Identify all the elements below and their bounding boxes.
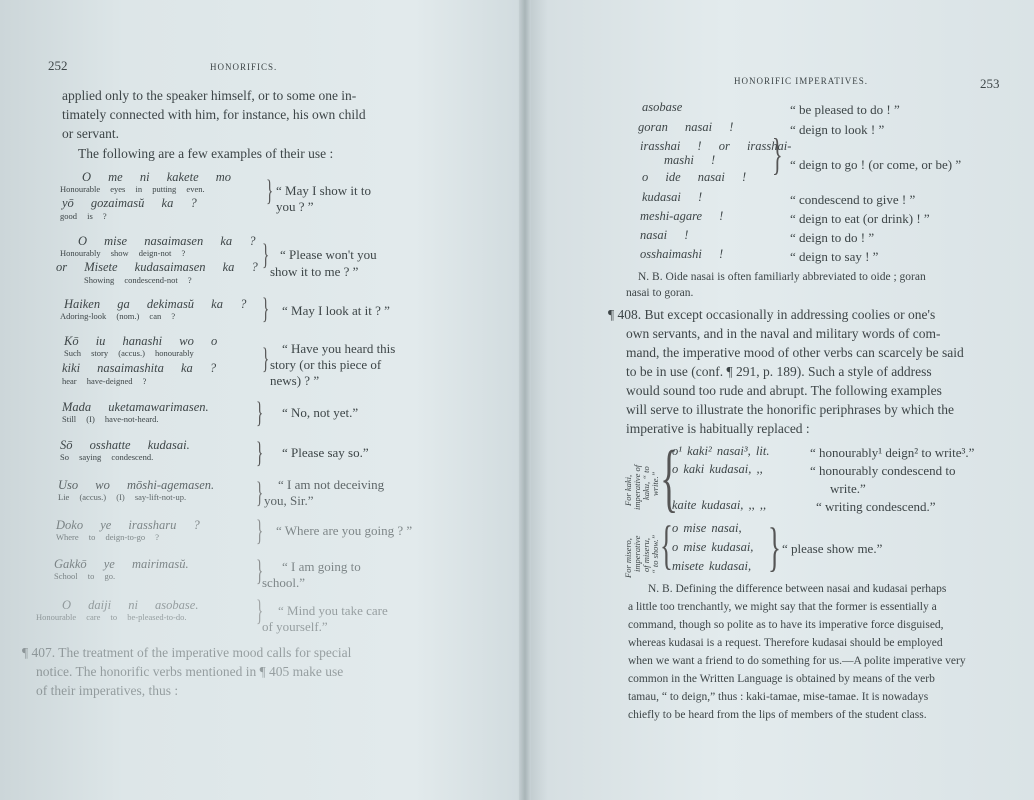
side-label: For misero, [623, 538, 633, 578]
example-jp: yō gozaimasŭ ka ? [62, 196, 197, 210]
side-label: imperative of [632, 464, 642, 510]
example-jp: o mise nasai, [672, 521, 742, 535]
example-gloss: Adoring-look (nom.) can ? [60, 311, 176, 321]
example-gloss: Still (I) have-not-heard. [62, 414, 159, 424]
example-jp: kiki nasaimashita ka ? [62, 361, 217, 375]
example-translation: school.” [262, 575, 305, 590]
example-jp: O mise nasaimasen ka ? [78, 234, 256, 248]
intro-line-1: applied only to the speaker himself, or to some one in- [62, 88, 357, 103]
example-gloss: hear have-deigned ? [62, 376, 147, 386]
brace: } [256, 396, 264, 429]
brace: } [256, 476, 264, 509]
imperative-en: “ deign to say ! ” [790, 249, 879, 264]
example-translation: “ honourably condescend to [810, 463, 956, 478]
example-jp: Mada uketamawarimasen. [62, 400, 209, 414]
intro-line-3: or servant. [62, 126, 119, 141]
example-translation: “ I am going to [282, 559, 361, 574]
imperative-jp: goran nasai ! [638, 120, 734, 134]
side-label: imperative [632, 535, 642, 572]
example-jp: o mise kudasai, [672, 540, 754, 554]
brace: } [256, 554, 264, 587]
example-translation: “ writing condescend.” [816, 499, 936, 514]
note-nb: common in the Written Language is obtained by means of the verb [628, 673, 935, 685]
paragraph-408: to be in use (conf. ¶ 291, p. 189). Such a style of address [626, 364, 932, 379]
example-jp: Uso wo mōshi-agemasen. [58, 478, 215, 492]
brace: { [660, 515, 673, 575]
note-nb: N. B. Oide nasai is often familiarly abbreviated to oide ; goran [638, 271, 926, 283]
imperative-jp: irasshai ! or irasshai- [640, 139, 792, 153]
paragraph-408: ¶ 408. But except occasionally in addressing coolies or one's [608, 307, 936, 322]
note-nb: chiefly to be heard from the lips of members of the student class. [628, 709, 927, 721]
example-translation: “ honourably¹ deign² to write³.” [810, 445, 975, 460]
imperative-jp: nasai ! [640, 228, 689, 242]
imperative-en: “ be pleased to do ! ” [790, 102, 900, 117]
example-translation: you, Sir.” [264, 493, 314, 508]
example-gloss: So saying condescend. [60, 452, 154, 462]
example-jp: misete kudasai, [672, 559, 752, 573]
side-label: For kaki, [623, 474, 633, 506]
example-gloss: Where to deign-to-go ? [56, 532, 160, 542]
imperative-en: “ deign to do ! ” [790, 230, 875, 245]
imperative-jp: kudasai ! [642, 190, 703, 204]
example-translation: “ I am not deceiving [278, 477, 385, 492]
brace: } [256, 436, 264, 469]
example-jp: Kō iu hanashi wo o [64, 334, 218, 348]
example-jp: o kaki kudasai, ,, [672, 462, 763, 476]
note-nb: tamau, “ to deign,” thus : kaki-tamae, mise-tamae. It is nowadays [628, 691, 929, 703]
imperative-en: “ deign to eat (or drink) ! ” [790, 211, 930, 226]
example-gloss: School to go. [54, 571, 116, 581]
brace: } [266, 174, 274, 207]
note-nb: N. B. Defining the difference between nasai and kudasai perhaps [648, 583, 947, 595]
example-translation: story (or this piece of [270, 357, 382, 372]
imperative-en: “ deign to go ! (or come, or be) ” [790, 157, 962, 172]
brace: } [262, 342, 270, 375]
example-translation: you ? ” [276, 199, 314, 214]
imperative-jp: mashi ! [664, 153, 716, 167]
example-translation: “ No, not yet.” [282, 405, 359, 420]
example-gloss: Honourable care to be-pleased-to-do. [36, 612, 187, 622]
examples-intro: The following are a few examples of their use : [78, 146, 334, 161]
example-gloss: Lie (accus.) (I) say-lift-not-up. [58, 492, 187, 502]
example-translation: show it to me ? ” [270, 264, 359, 279]
example-jp: o¹ kaki² nasai³, lit. [672, 444, 770, 458]
imperative-jp: o ide nasai ! [642, 170, 747, 184]
example-gloss: Showing condescend-not ? [84, 275, 192, 285]
example-translation: “ May I show it to [276, 183, 371, 198]
imperative-jp: meshi-agare ! [640, 209, 724, 223]
paragraph-408: own servants, and in the naval and military words of com- [626, 326, 941, 341]
paragraph-407: ¶ 407. The treatment of the imperative mood calls for special [22, 645, 352, 660]
example-jp: O daiji ni asobase. [62, 598, 199, 612]
example-gloss: Such story (accus.) honourably [64, 348, 194, 358]
brace: } [768, 517, 781, 577]
example-jp: or Misete kudasaimasen ka ? [56, 260, 258, 274]
page-number: 253 [980, 76, 1000, 91]
example-translation: “ Have you heard this [282, 341, 396, 356]
brace: } [262, 292, 270, 325]
brace: } [262, 238, 270, 271]
example-jp: Sō osshatte kudasai. [60, 438, 190, 452]
example-jp: O me ni kakete mo [82, 170, 232, 184]
brace: } [256, 514, 264, 547]
brace: { [660, 436, 679, 520]
example-translation: “ please show me.” [782, 541, 883, 556]
paragraph-408: mand, the imperative mood of other verbs can scarcely be said [626, 345, 964, 360]
example-translation: “ Mind you take care [278, 603, 388, 618]
right-page [528, 0, 1034, 800]
example-gloss: good is ? [60, 211, 107, 221]
paragraph-408: imperative is habitually replaced : [626, 421, 810, 436]
paragraph-407: of their imperatives, thus : [36, 683, 179, 698]
example-gloss: Honourably show deign-not ? [60, 248, 186, 258]
brace: } [772, 130, 783, 179]
side-label: “ to show.” [650, 534, 660, 574]
note-nb: when we want a friend to do something for us.—A polite imperative very [628, 655, 966, 667]
running-header: HONORIFICS. [210, 62, 278, 72]
side-label: write.” [650, 471, 660, 496]
imperative-en: “ condescend to give ! ” [790, 192, 916, 207]
paragraph-408: will serve to illustrate the honorific periphrases by which the [626, 402, 955, 417]
example-jp: Gakkō ye mairimasŭ. [54, 557, 189, 571]
example-translation: “ Where are you going ? ” [276, 523, 413, 538]
example-translation: write.” [830, 481, 866, 496]
example-translation: “ Please won't you [280, 247, 377, 262]
example-translation: “ May I look at it ? ” [282, 303, 390, 318]
note-nb: a little too trenchantly, we might say that the former is essentially a [628, 601, 937, 613]
brace: } [256, 594, 264, 627]
imperative-en: “ deign to look ! ” [790, 122, 885, 137]
example-gloss: Honourable eyes in putting even. [60, 184, 205, 194]
example-translation: “ Please say so.” [282, 445, 369, 460]
imperative-jp: asobase [642, 100, 683, 114]
imperative-jp: osshaimashi ! [640, 247, 724, 261]
side-label: kaku, “ to [641, 466, 651, 500]
note-nb: command, though so polite as to have its imperative force disguised, [628, 619, 944, 631]
paragraph-408: would sound too rude and abrupt. The following examples [626, 383, 942, 398]
paragraph-407: notice. The honorific verbs mentioned in ¶ 405 make use [36, 664, 344, 679]
example-jp: Doko ye irassharu ? [56, 518, 200, 532]
intro-line-2: timately connected with him, for instance, his own child [62, 107, 366, 122]
example-translation: of yourself.” [262, 619, 328, 634]
example-jp: kaite kudasai, ,, ,, [672, 498, 767, 512]
note-nb: nasai to goran. [626, 287, 694, 299]
page-number: 252 [48, 58, 68, 73]
example-jp: Haiken ga dekimasŭ ka ? [64, 297, 247, 311]
example-translation: news) ? ” [270, 373, 320, 388]
note-nb: whereas kudasai is a request. Therefore kudasai should be employed [628, 637, 943, 649]
running-header: HONORIFIC IMPERATIVES. [734, 76, 869, 86]
side-label: of miseru, [641, 538, 651, 572]
